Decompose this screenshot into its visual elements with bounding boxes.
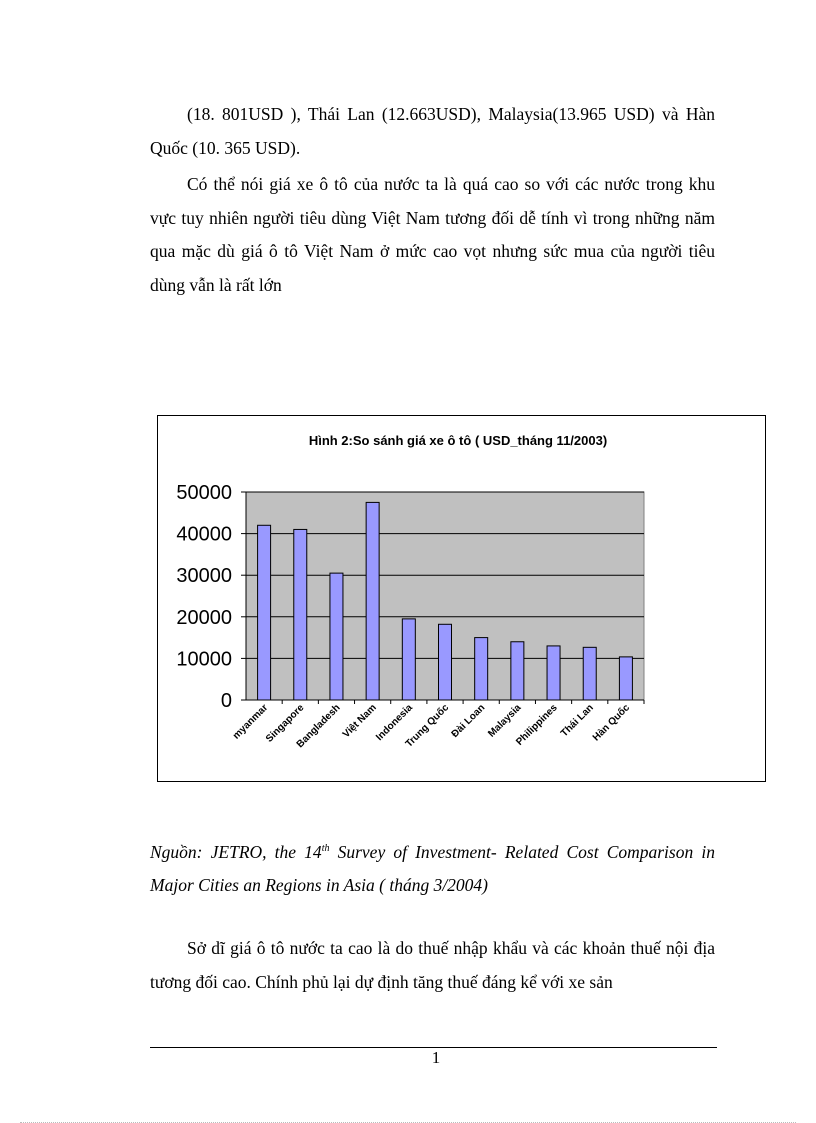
paragraph-2: Có thể nói giá xe ô tô của nước ta là quá cao so với các nước trong khu vực tuy nhiên người tiêu dùng Việt Nam tương đối dễ tính vì trong những năm qua mặc dù giá ô tô Việt Nam ở mức cao vọt nhưng sức mua của người tiêu dùng vẫn là rất lớn — [150, 174, 715, 295]
bar — [547, 646, 560, 700]
x-tick-label: Trung Quốc — [403, 702, 452, 750]
bar — [366, 502, 379, 700]
caption-superscript: th — [321, 843, 330, 854]
page-number: 1 — [431, 1048, 441, 1067]
paragraph-1: (18. 801USD ), Thái Lan (12.663USD), Malaysia(13.965 USD) và Hàn Quốc (10. 365 USD). — [150, 104, 715, 158]
caption-part1: Nguồn: JETRO, the 14 — [150, 841, 322, 862]
bar — [439, 624, 452, 700]
y-tick-label: 10000 — [176, 648, 232, 671]
bar — [583, 647, 596, 700]
bar — [475, 638, 488, 700]
bar — [294, 529, 307, 700]
x-tick-label: myanmar — [230, 702, 271, 742]
bar — [619, 657, 632, 700]
x-tick-label: Singapore — [264, 702, 307, 745]
x-tick-label: Bangladesh — [294, 702, 343, 751]
x-tick-label: Đài Loan — [449, 702, 488, 740]
x-tick-label: Malaysia — [486, 702, 524, 740]
bar — [258, 525, 271, 700]
y-tick-label: 0 — [220, 690, 232, 712]
x-tick-label: Indonesia — [374, 702, 415, 744]
x-tick-label: Thái Lan — [558, 702, 596, 740]
source-caption — [150, 832, 715, 902]
chart-frame — [157, 415, 766, 782]
x-tick-label: Hàn Quốc — [590, 702, 633, 744]
chart-title: Hình 2:So sánh giá xe ô tô ( USD_tháng 11/2003) — [308, 433, 608, 448]
x-tick-label: Việt Nam — [340, 702, 379, 741]
bar — [511, 642, 524, 700]
bar — [402, 619, 415, 700]
bar — [330, 573, 343, 700]
y-tick-label: 50000 — [176, 482, 232, 504]
caption-part2: Survey of Investment- Related Cost Comparison in Major Cities an Regions in Asia ( tháng 3/2004) — [150, 841, 715, 895]
y-tick-label: 20000 — [176, 606, 232, 629]
y-tick-label: 40000 — [176, 523, 232, 546]
x-tick-label: Philippines — [514, 702, 560, 748]
y-tick-label: 30000 — [176, 565, 232, 588]
bar-chart — [158, 416, 765, 781]
paragraph-3: Sở dĩ giá ô tô nước ta cao là do thuế nhập khẩu và các khoản thuế nội địa tương đối cao. Chính phủ lại dự định tăng thuế đáng kể với xe sản — [150, 938, 715, 992]
